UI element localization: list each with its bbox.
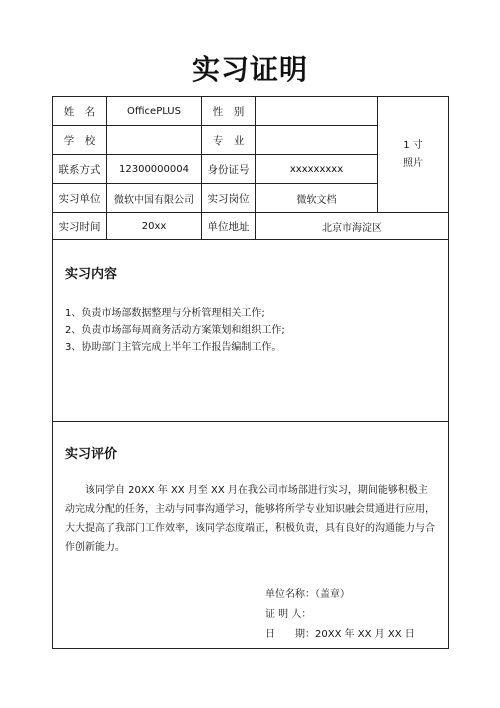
- period-value: 20xx: [107, 213, 202, 240]
- certificate-form: [52, 96, 449, 649]
- address-label: 单位地址: [202, 213, 256, 240]
- position-label: 实习岗位: [202, 184, 256, 213]
- content-list: [65, 305, 435, 356]
- contact-label: 联系方式: [53, 155, 107, 184]
- list-item: 3、协助部门主管完成上半年工作报告编制工作。: [65, 342, 282, 353]
- list-item: 1、负责市场部数据整理与分析管理相关工作;: [65, 308, 265, 319]
- date-line: 日 期：20XX 年 XX 月 XX 日: [265, 629, 415, 640]
- content-heading: 实习内容: [65, 267, 118, 282]
- photo-size-label: 1 寸: [403, 139, 423, 151]
- period-label: 实习时间: [53, 213, 107, 240]
- contact-value: 12300000004: [107, 155, 202, 184]
- name-value: OfficePLUS: [107, 97, 202, 126]
- gender-label: 性 别: [202, 97, 256, 126]
- address-value: 北京市海淀区: [256, 213, 448, 240]
- info-table: [53, 97, 448, 240]
- school-label: 学 校: [53, 126, 107, 155]
- major-value: [256, 126, 378, 155]
- section-divider: [53, 421, 448, 422]
- gender-value: [256, 97, 378, 126]
- id-number-value: xxxxxxxxx: [256, 155, 378, 184]
- unit-name-line: 单位名称：（盖章）: [265, 589, 350, 600]
- school-value: [107, 126, 202, 155]
- position-value: 微软文档: [256, 184, 378, 213]
- signature-block: [265, 585, 415, 645]
- photo-box: [378, 97, 448, 213]
- list-item: 2、负责市场部每周商务活动方案策划和组织工作;: [65, 325, 285, 336]
- name-label: 姓 名: [53, 97, 107, 126]
- company-value: 微软中国有限公司: [107, 184, 202, 213]
- document-title: 实习证明: [191, 53, 308, 86]
- witness-line: 证 明 人：: [265, 609, 312, 620]
- company-label: 实习单位: [53, 184, 107, 213]
- id-number-label: 身份证号: [202, 155, 256, 184]
- photo-label: 照片: [403, 157, 423, 169]
- major-label: 专 业: [202, 126, 256, 155]
- evaluation-heading: 实习评价: [65, 447, 118, 462]
- evaluation-text: 该同学自 20XX 年 XX 月至 XX 月在我公司市场部进行实习，期间能够积极主动完成分配的任务，主动与同事沟通学习，能够将所学专业知识融会贯通进行应用，大大提高了我部门工作效率，该同学态度端正，积极负责，具有良好的沟通能力与合作创新能力。: [65, 485, 435, 553]
